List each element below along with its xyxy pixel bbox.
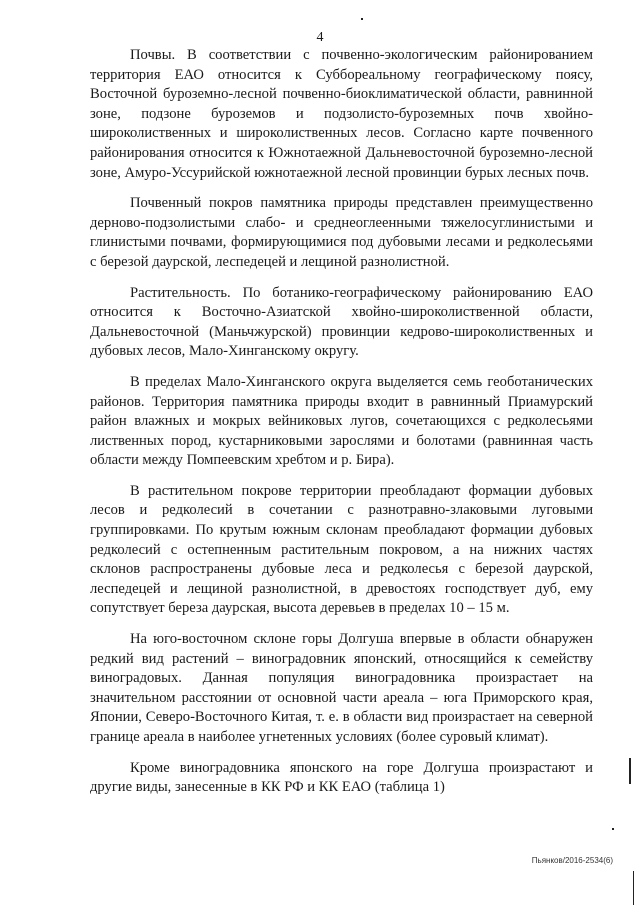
page-number: 4 bbox=[316, 30, 324, 45]
paragraph-geobotanical-districts: В пределах Мало-Хинганского округа выделяется семь геоботанических районов. Территория памятника природы входит в равнинный Приамурский район влажных и мокрых вейниковых лугов, сочетающихся с редколесьями лиственных пород, кустарниковыми зарослями и болотами (равнинная часть области между Помпеевским хребтом и р. Бира). bbox=[90, 373, 593, 469]
paragraph-oak-forests: В растительном покрове территории преобладают формации дубовых лесов и редколесий в сочетании с разнотравно-злаковыми луговыми группировками. По крутым южным склонам преобладают формации дубовых редколесий с остепненным растительным покровом, а на нижних частях склонов распространены дубовые леса и редколесья с березой даурской, леспедецей и лещиной разнолистной, в древостоях господствует дуб, ему сопутствует береза даурская, высота деревьев в пределах 10 – 15 м. bbox=[90, 482, 593, 617]
document-body bbox=[90, 46, 593, 809]
paragraph-soil-cover: Почвенный покров памятника природы представлен преимущественно дерново-подзолистыми слабо- и среднеоглеенными тяжелосуглинистыми и глинистыми почвами, формирующимися под дубовыми лесами и редколесьями с березой даурской, леспедецей и лещиной разнолистной. bbox=[90, 195, 593, 270]
scan-speck bbox=[361, 18, 363, 20]
document-reference: Пьянков/2016-2534(6) bbox=[531, 856, 613, 865]
paragraph-rare-species: На юго-восточном склоне горы Долгуша впервые в области обнаружен редкий вид растений – виноградовник японский, относящийся к семейству виноградовых. Данная популяция виноградовника произрастает на значительном расстоянии от основной части ареала – юга Приморского края, Японии, Северо-Восточного Китая, т. е. в области вид произрастает на северной границе ареала в наиболее угнетенных условиях (более суровый климат). bbox=[90, 631, 593, 745]
paragraph-vegetation: Растительность. По ботанико-географическому районированию ЕАО относится к Восточно-Азиатской хвойно-широколиственной области, Дальневосточной (Маньчжурской) провинции кедрово-широколиственных и дубовых лесов, Мало-Хинганскому округу. bbox=[90, 284, 593, 360]
scan-speck bbox=[612, 828, 614, 830]
scan-edge-mark bbox=[633, 871, 634, 905]
scan-edge-mark bbox=[629, 758, 631, 784]
paragraph-red-book-species: Кроме виноградовника японского на горе Долгуша произрастают и другие виды, занесенные в КК РФ и КК ЕАО (таблица 1) bbox=[90, 759, 593, 796]
paragraph-soils: Почвы. В соответствии с почвенно-экологическим районированием территория ЕАО относится к Суббореальному географическому поясу, Восточной буроземно-лесной почвенно-биоклиматической области, равнинной зоне, подзоне буроземов и подзолисто-буроземных почв хвойно-широколиственных и широколиственных лесов. Согласно карте почвенного районирования относится к Южнотаежной Дальневосточной буроземно-лесной зоне, Амуро-Уссурийской южнотаежной лесной провинции бурых лесных почв. bbox=[90, 47, 593, 181]
